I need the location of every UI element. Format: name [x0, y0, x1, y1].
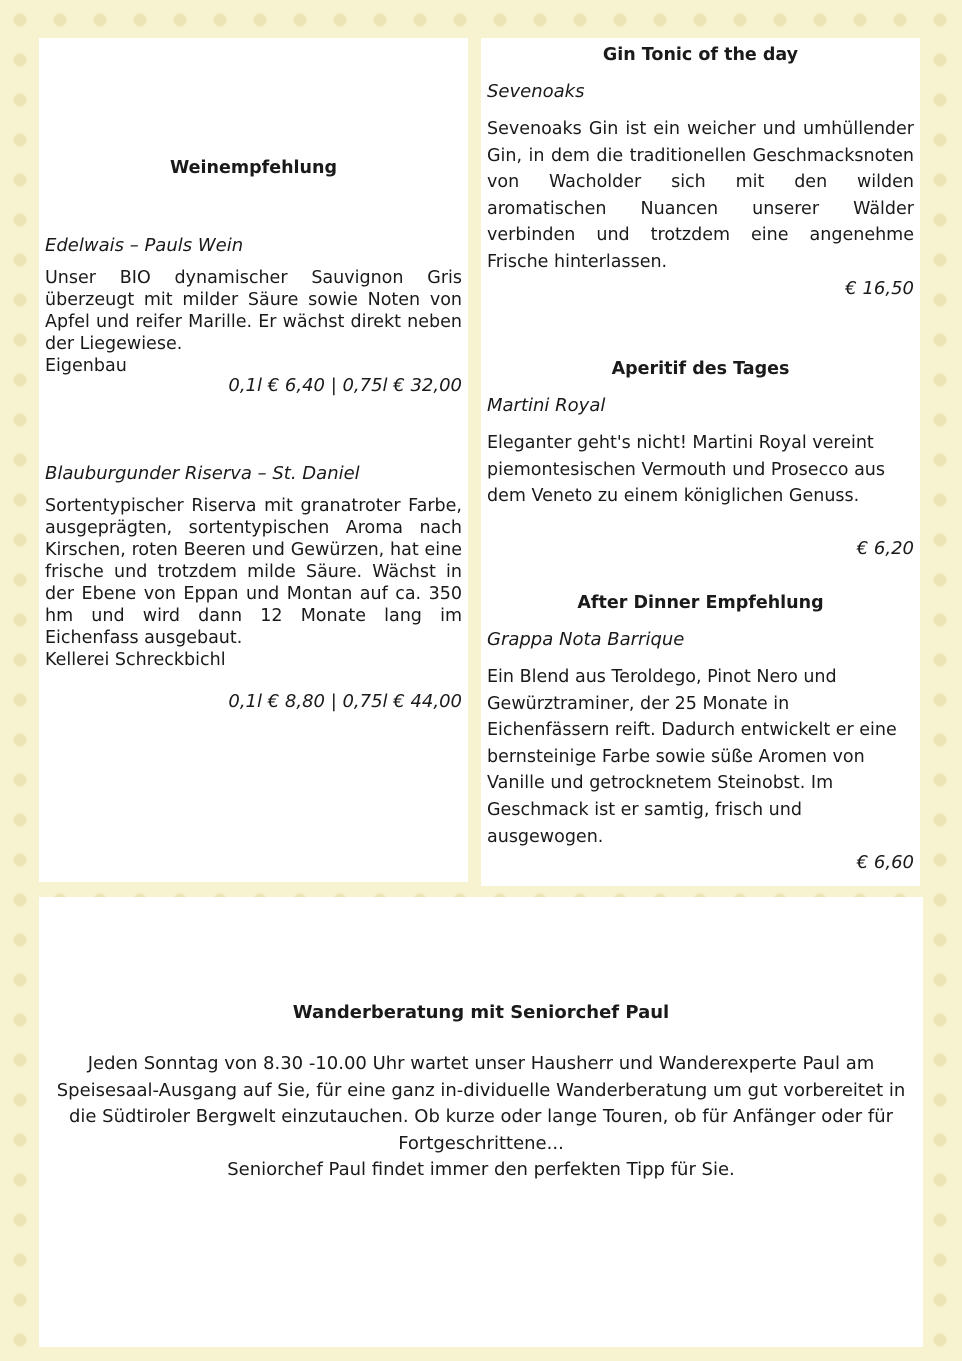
hiking-advice-closing: Seniorchef Paul findet immer den perfekten Tipp für Sie. [227, 1159, 735, 1180]
wine2-price: 0,1l € 8,80 | 0,75l € 44,00 [228, 691, 462, 712]
wine1-description: Unser BIO dynamischer Sauvignon Gris überzeugt mit milder Säure sowie Noten von Apfel und reifer Marille. Er wächst direkt neben der Liegewiese. [45, 268, 462, 354]
aperitif-name: Martini Royal [487, 395, 606, 416]
after-dinner-name: Grappa Nota Barrique [487, 629, 685, 650]
hiking-advice-panel [39, 897, 923, 1347]
after-dinner-price: € 6,60 [856, 852, 914, 873]
hiking-advice-heading: Wanderberatung mit Seniorchef Paul [292, 1002, 670, 1023]
aperitif-description: Eleganter geht's nicht! Martini Royal vereint piemontesischen Vermouth und Prosecco aus dem Veneto zu einem königlichen Genuss. [487, 433, 886, 507]
wine2-description-block [45, 495, 462, 671]
gin-name: Sevenoaks [487, 81, 585, 102]
hiking-advice-text-block [49, 1051, 913, 1184]
wine2-description: Sortentypischer Riserva mit granatroter Farbe, ausgeprägten, sortentypischen Aroma nach Kirschen, roten Beeren und Gewürzen, hat eine frische und trotzdem milde Säure. Wächst in der Ebene von Eppan und Montan auf ca. 350 hm und wird dann 12 Monate lang im Eichenfass ausgebaut. [45, 496, 462, 648]
wine1-producer: Eigenbau [45, 356, 127, 376]
wine1-price: 0,1l € 6,40 | 0,75l € 32,00 [228, 375, 462, 396]
gin-price: € 16,50 [845, 278, 914, 299]
wine-recommendation-heading: Weinempfehlung [169, 158, 338, 178]
wine2-producer: Kellerei Schreckbichl [45, 650, 226, 670]
aperitif-heading: Aperitif des Tages [611, 359, 790, 379]
drinks-panel [481, 38, 920, 886]
gin-description: Sevenoaks Gin ist ein weicher und umhüllender Gin, in dem die traditionellen Geschmacksnoten von Wacholder sich mit den wilden aromatischen Nuancen unserer Wälder verbinden und trotzdem eine angenehme Frische hinterlassen. [487, 119, 914, 272]
after-dinner-heading: After Dinner Empfehlung [577, 593, 824, 613]
after-dinner-description: Ein Blend aus Teroldego, Pinot Nero und Gewürztraminer, der 25 Monate in Eichenfässern reift. Dadurch entwickelt er eine bernsteinige Farbe sowie süße Aromen von Vanille und getrocknetem Steinobst. Im Geschmack ist er samtig, frisch und ausgewogen. [487, 667, 897, 847]
wine2-name: Blauburgunder Riserva – St. Daniel [45, 463, 360, 484]
aperitif-price: € 6,20 [856, 538, 914, 559]
wine1-description-block [45, 267, 462, 377]
gin-heading: Gin Tonic of the day [602, 45, 799, 65]
wine1-name: Edelwais – Pauls Wein [45, 235, 244, 256]
wine-recommendation-panel [39, 38, 468, 882]
hiking-advice-text: Jeden Sonntag von 8.30 -10.00 Uhr wartet unser Hausherr und Wanderexperte Paul am Speisesaal-Ausgang auf Sie, für eine ganz in-dividuelle Wanderberatung um gut vorbereitet in die Südtiroler Bergwelt einzutauchen. Ob kurze oder lange Touren, ob für Anfänger oder für Fortgeschrittene... [56, 1053, 906, 1154]
